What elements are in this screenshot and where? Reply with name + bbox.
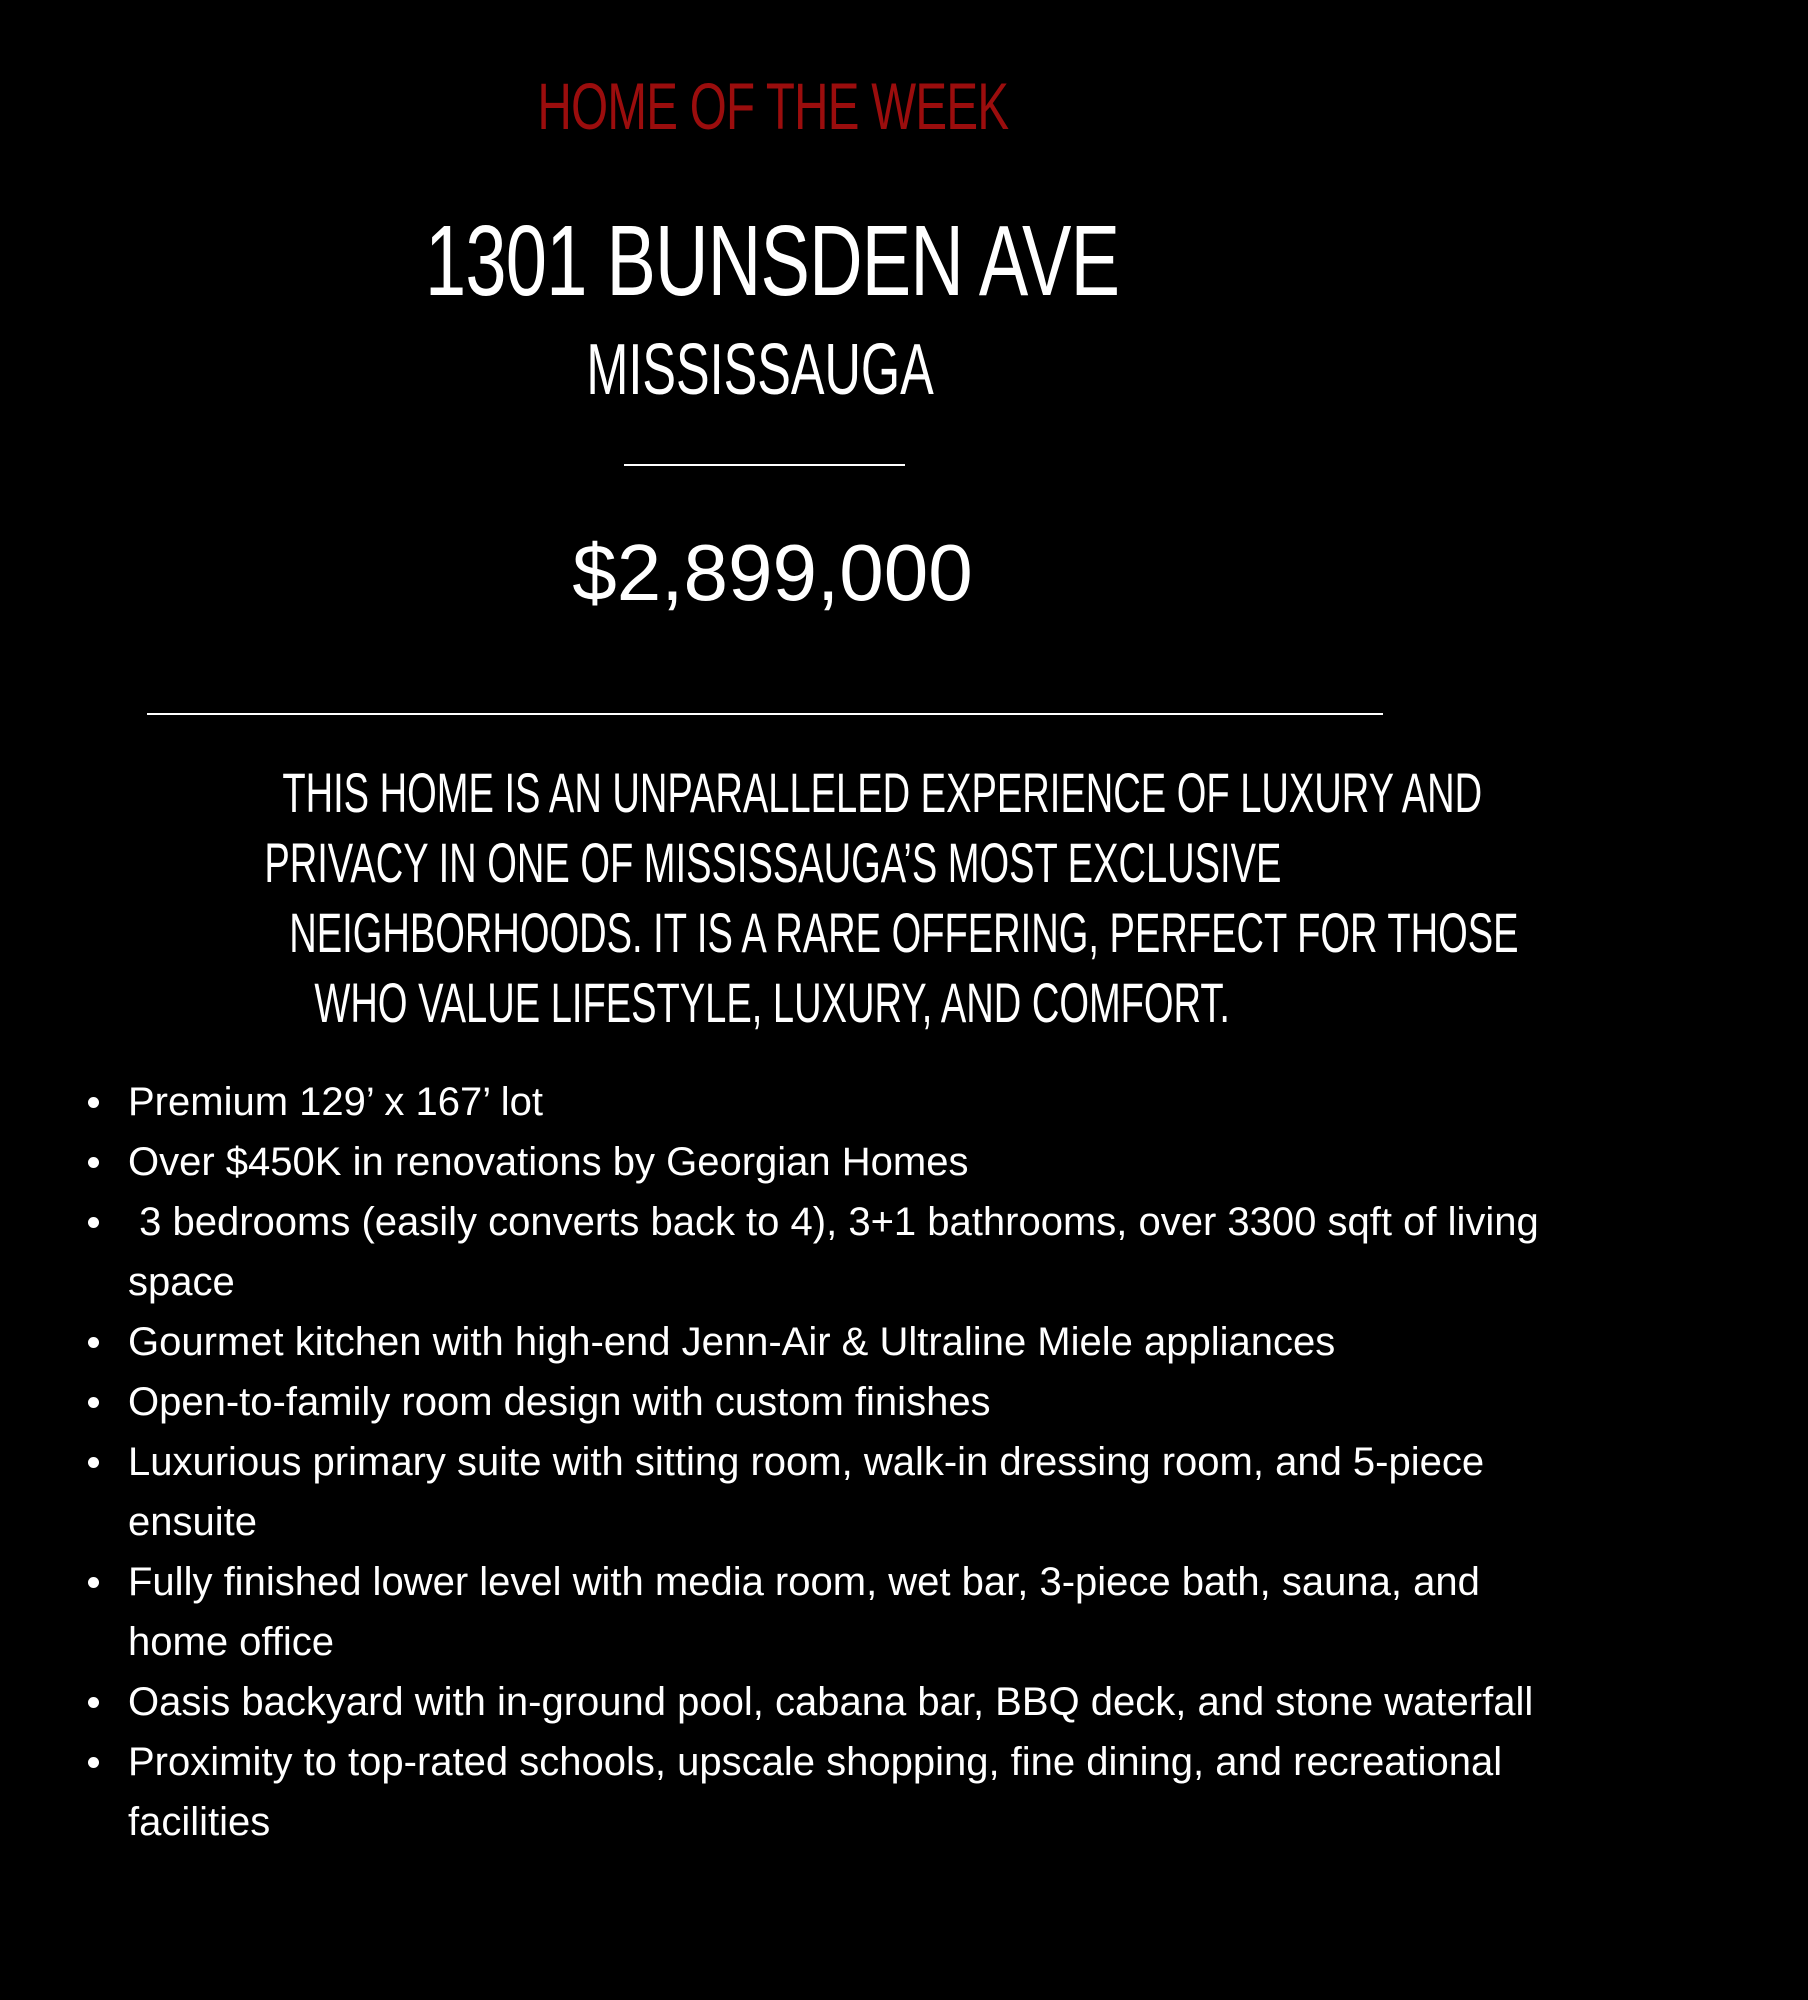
- bullet-icon: [88, 1157, 99, 1168]
- feature-text: Open-to-family room design with custom finishes: [128, 1380, 991, 1424]
- short-divider: [624, 464, 905, 466]
- eyebrow-heading: [0, 66, 1545, 146]
- property-price: $2,899,000: [572, 528, 973, 617]
- address-text: 1301 BUNSDEN AVE: [425, 205, 1120, 317]
- feature-item: [128, 1432, 1578, 1552]
- description-line-text: PRIVACY IN ONE OF MISSISSAUGA’S MOST EXCLUSIVE: [263, 831, 1282, 894]
- bullet-icon: [88, 1217, 99, 1228]
- description-block: [0, 758, 1545, 1038]
- description-line-text: NEIGHBORHOODS. IT IS A RARE OFFERING, PERFECT FOR THOSE: [289, 901, 1519, 964]
- description-line: [0, 828, 1545, 898]
- feature-item: [128, 1072, 1578, 1132]
- feature-text: Over $450K in renovations by Georgian Homes: [128, 1140, 969, 1184]
- description-line: [0, 758, 1545, 828]
- feature-item: [128, 1192, 1578, 1312]
- description-line-text: WHO VALUE LIFESTYLE, LUXURY, AND COMFORT.: [314, 971, 1231, 1034]
- property-address: [0, 206, 1545, 316]
- feature-text: Proximity to top-rated schools, upscale shopping, fine dining, and recreational facilities: [128, 1740, 1503, 1844]
- feature-item: [128, 1372, 1578, 1432]
- description-line: [0, 898, 1545, 968]
- features-list: [72, 1072, 1578, 1852]
- feature-item: [128, 1672, 1578, 1732]
- bullet-icon: [88, 1697, 99, 1708]
- feature-text: Fully finished lower level with media room, wet bar, 3-piece bath, sauna, and home office: [128, 1560, 1480, 1664]
- feature-text: 3 bedrooms (easily converts back to 4), 3+1 bathrooms, over 3300 sqft of living space: [128, 1200, 1550, 1304]
- city-text: MISSISSAUGA: [586, 330, 934, 410]
- bullet-icon: [88, 1337, 99, 1348]
- feature-text: Luxurious primary suite with sitting room, walk-in dressing room, and 5-piece ensuite: [128, 1440, 1485, 1544]
- feature-text: Gourmet kitchen with high-end Jenn-Air & Ultraline Miele appliances: [128, 1320, 1336, 1364]
- bullet-icon: [88, 1757, 99, 1768]
- feature-item: [128, 1312, 1578, 1372]
- long-divider: [147, 713, 1383, 715]
- bullet-icon: [88, 1097, 99, 1108]
- bullet-icon: [88, 1457, 99, 1468]
- description-line-text: THIS HOME IS AN UNPARALLELED EXPERIENCE OF LUXURY AND: [282, 761, 1483, 824]
- feature-item: [128, 1132, 1578, 1192]
- eyebrow-text: HOME OF THE WEEK: [537, 69, 1008, 143]
- property-city: [0, 330, 1520, 410]
- feature-text: Oasis backyard with in-ground pool, cabana bar, BBQ deck, and stone waterfall: [128, 1680, 1534, 1724]
- description-line: [0, 968, 1545, 1038]
- bullet-icon: [88, 1577, 99, 1588]
- feature-item: [128, 1732, 1578, 1852]
- feature-item: [128, 1552, 1578, 1672]
- feature-text: Premium 129’ x 167’ lot: [128, 1080, 543, 1124]
- bullet-icon: [88, 1397, 99, 1408]
